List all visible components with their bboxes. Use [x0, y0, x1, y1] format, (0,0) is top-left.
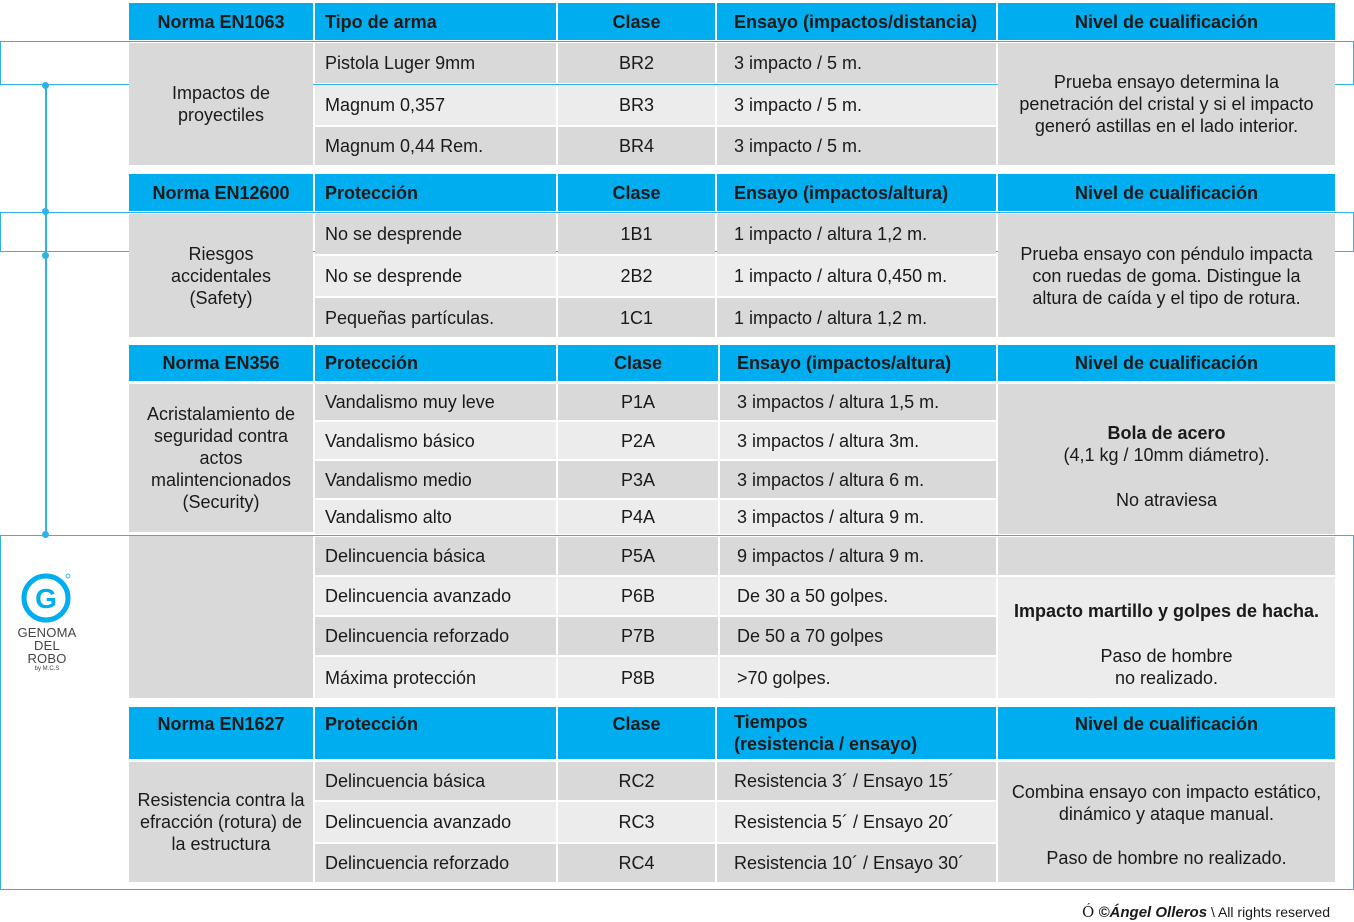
rights-text: \ All rights reserved	[1207, 904, 1330, 920]
logo-line2: DEL ROBO	[27, 638, 67, 666]
row-name: Vandalismo alto	[315, 500, 556, 534]
header-col5: Nivel de cualificación	[998, 345, 1335, 381]
row-class: 1B1	[558, 214, 715, 254]
header-norma: Norma EN12600	[129, 174, 313, 211]
row-name: Magnum 0,357	[315, 85, 556, 125]
row-name: Delincuencia avanzado	[315, 802, 556, 842]
row-name: Delincuencia básica	[315, 537, 556, 575]
row-name: Pequeñas partículas.	[315, 298, 556, 337]
qualification-title: Impacto martillo y golpes de hacha.	[1013, 601, 1320, 621]
row-class: BR4	[558, 127, 715, 165]
category-label: Resistencia contra la efracción (rotura) de la estructura	[129, 762, 313, 882]
header-col4: Ensayo (impactos/distancia)	[717, 3, 996, 40]
qualification-steel-ball	[998, 384, 1335, 534]
header-norma: Norma EN1627	[129, 707, 313, 759]
row-test: 3 impacto / 5 m.	[717, 127, 996, 165]
row-name: Vandalismo medio	[315, 461, 556, 498]
row-class: BR2	[558, 43, 715, 83]
logo-line1: GENOMA	[17, 625, 77, 640]
qualification-title: Bola de acero	[1107, 422, 1226, 443]
row-class: BR3	[558, 85, 715, 125]
row-test: 3 impacto / 5 m.	[717, 43, 996, 83]
row-test: 3 impactos / altura 3m.	[720, 422, 996, 459]
row-name: Pistola Luger 9mm	[315, 43, 556, 83]
header-col5: Nivel de cualificación	[998, 707, 1335, 759]
qualification-line1: Paso de hombre	[1100, 646, 1233, 666]
header-col4	[717, 707, 996, 759]
header-col3: Clase	[558, 707, 715, 759]
category-label-continuation	[129, 536, 313, 698]
row-test: 1 impacto / altura 1,2 m.	[717, 214, 996, 254]
connector-dot	[42, 82, 49, 89]
qualification-text: Prueba ensayo con péndulo impacta con ruedas de goma. Distingue la altura de caída y el tipo de rotura.	[998, 214, 1335, 337]
category-label: Acristalamiento de seguridad contra actos malintencionados (Security)	[129, 384, 313, 532]
connector-line	[45, 85, 47, 535]
row-name: Vandalismo muy leve	[315, 384, 556, 420]
header-col2: Tipo de arma	[315, 3, 556, 40]
row-class: 2B2	[558, 256, 715, 296]
row-class: RC3	[558, 802, 715, 842]
connector-dot	[42, 252, 49, 259]
qualification-line2: no realizado.	[1114, 668, 1219, 688]
row-class: P3A	[558, 461, 718, 498]
row-test: 3 impacto / 5 m.	[717, 85, 996, 125]
header-col4-line1: Tiempos	[734, 712, 808, 732]
row-test: De 50 a 70 golpes	[720, 617, 996, 655]
row-test: 3 impactos / altura 6 m.	[720, 461, 996, 498]
row-test: 3 impactos / altura 9 m.	[720, 500, 996, 534]
qualification-line1: Combina ensayo con impacto estático, dinámico y ataque manual.	[1011, 782, 1322, 824]
row-test: 1 impacto / altura 0,450 m.	[717, 256, 996, 296]
qualification-text: Prueba ensayo determina la penetración del cristal y si el impacto generó astillas en el lado interior.	[998, 43, 1335, 165]
row-class: P8B	[558, 657, 718, 698]
qualification-detail: (4,1 kg / 10mm diámetro).	[1063, 444, 1270, 465]
header-col2: Protección	[315, 707, 556, 759]
header-col5: Nivel de cualificación	[998, 174, 1335, 211]
category-label: Riesgos accidentales (Safety)	[129, 214, 313, 337]
row-name: No se desprende	[315, 256, 556, 296]
row-name: No se desprende	[315, 214, 556, 254]
qualification-spacer	[998, 537, 1335, 575]
logo-g-icon	[20, 570, 74, 624]
row-name: Magnum 0,44 Rem.	[315, 127, 556, 165]
row-name: Vandalismo básico	[315, 422, 556, 459]
row-class: P6B	[558, 577, 718, 615]
row-class: RC2	[558, 762, 715, 800]
header-col2: Protección	[315, 174, 556, 211]
row-class: P2A	[558, 422, 718, 459]
row-class: 1C1	[558, 298, 715, 337]
header-norma: Norma EN356	[129, 345, 313, 381]
logo-by: by M.C.S	[34, 666, 60, 672]
connector-dot	[42, 531, 49, 538]
row-test: Resistencia 5´ / Ensayo 20´	[717, 802, 996, 842]
row-class: P1A	[558, 384, 718, 420]
qualification-text	[998, 762, 1335, 882]
category-label: Impactos de proyectiles	[129, 43, 313, 165]
row-class: P7B	[558, 617, 718, 655]
row-name: Delincuencia básica	[315, 762, 556, 800]
header-col3: Clase	[558, 345, 718, 381]
row-test: De 30 a 50 golpes.	[720, 577, 996, 615]
row-class: RC4	[558, 844, 715, 882]
logo-letter: G	[35, 583, 57, 614]
header-col2: Protección	[315, 345, 556, 381]
row-name: Delincuencia reforzado	[315, 844, 556, 882]
qualification-result: No atraviesa	[1115, 489, 1218, 510]
row-test: Resistencia 10´ / Ensayo 30´	[717, 844, 996, 882]
header-col5: Nivel de cualificación	[998, 3, 1335, 40]
copyright-footer	[1082, 903, 1330, 921]
header-col4-line2: (resistencia / ensayo)	[734, 734, 918, 754]
row-test: 9 impactos / altura 9 m.	[720, 537, 996, 575]
row-test: 1 impacto / altura 1,2 m.	[717, 298, 996, 337]
row-class: P4A	[558, 500, 718, 534]
row-test: 3 impactos / altura 1,5 m.	[720, 384, 996, 420]
row-class: P5A	[558, 537, 718, 575]
header-col4: Ensayo (impactos/altura)	[717, 174, 996, 211]
row-name: Delincuencia avanzado	[315, 577, 556, 615]
qualification-line2: Paso de hombre no realizado.	[1046, 848, 1287, 868]
header-col3: Clase	[558, 3, 715, 40]
row-test: >70 golpes.	[720, 657, 996, 698]
header-col4: Ensayo (impactos/altura)	[720, 345, 996, 381]
row-name: Máxima protección	[315, 657, 556, 698]
header-col3: Clase	[558, 174, 715, 211]
brand-logo	[14, 570, 80, 673]
author-name: ©Ángel Olleros	[1098, 904, 1208, 921]
row-test: Resistencia 3´ / Ensayo 15´	[717, 762, 996, 800]
connector-dot	[42, 208, 49, 215]
author-mark-icon: Ó	[1082, 903, 1095, 921]
header-norma: Norma EN1063	[129, 3, 313, 40]
row-name: Delincuencia reforzado	[315, 617, 556, 655]
qualification-hammer-axe	[998, 577, 1335, 698]
